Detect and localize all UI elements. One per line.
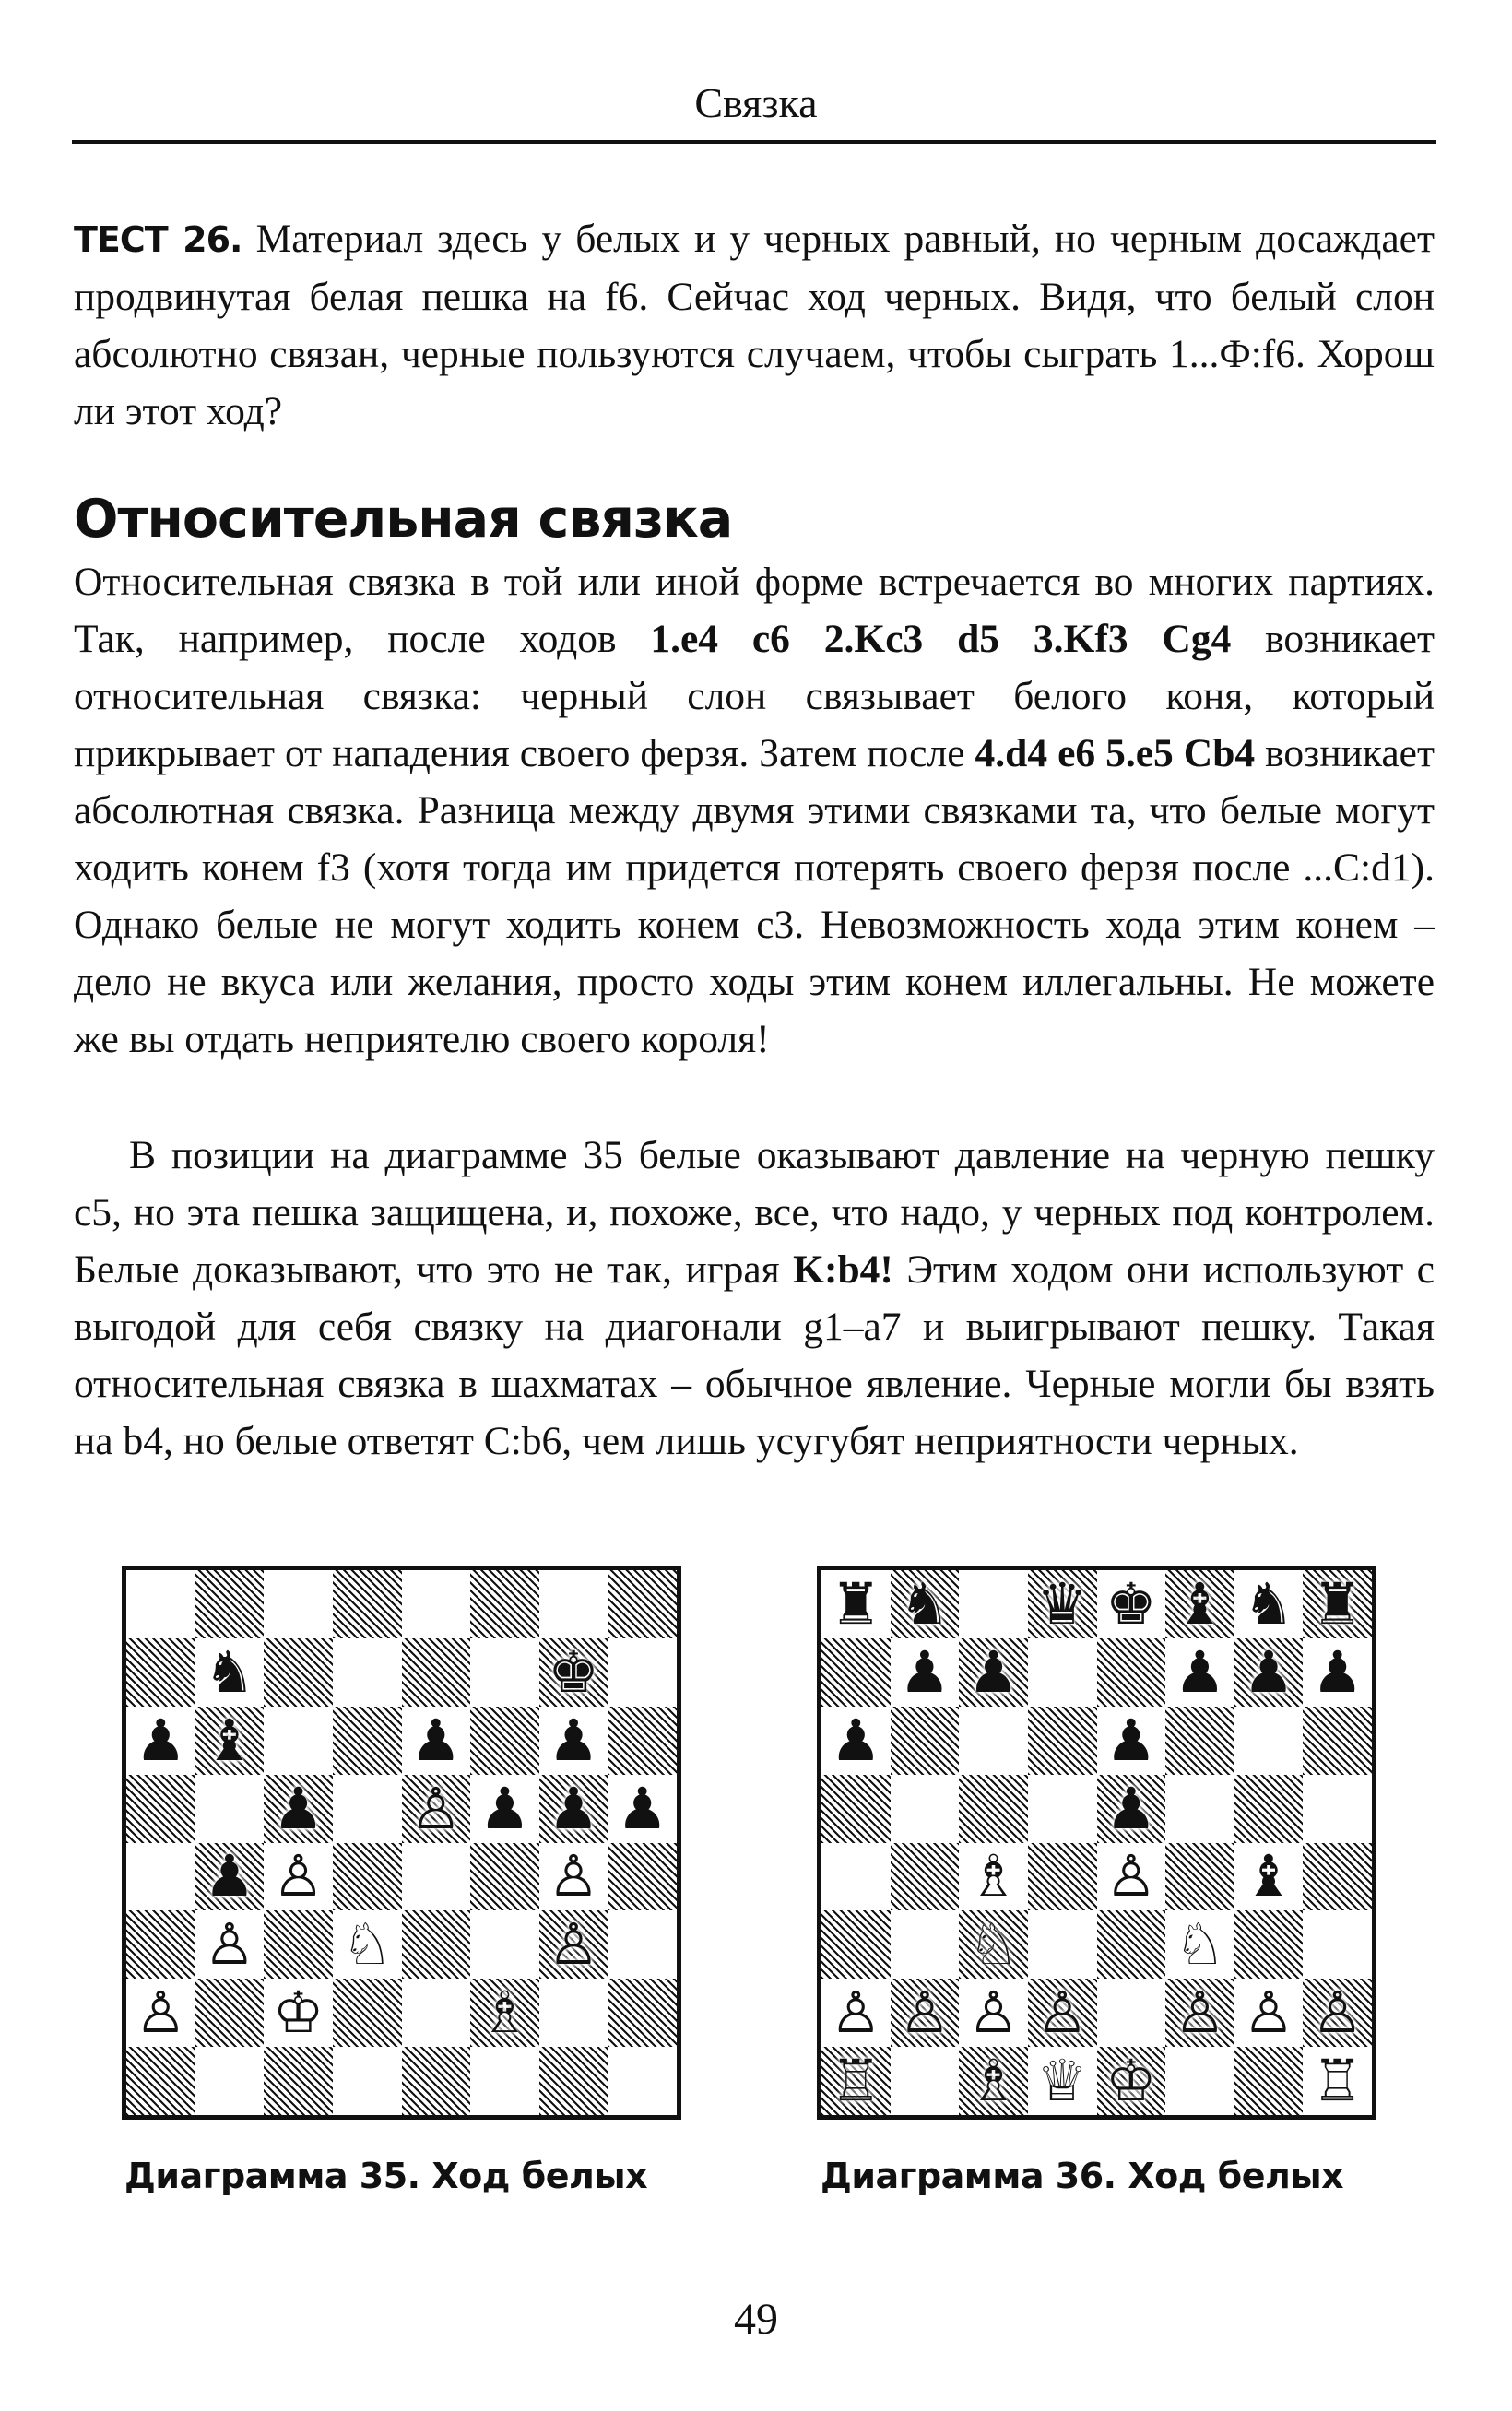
white-knight-icon: ♘ <box>967 1910 1020 1979</box>
black-king-icon: ♚ <box>1105 1569 1157 1637</box>
white-bishop-icon: ♗ <box>967 1842 1020 1910</box>
square-a4 <box>126 1843 195 1911</box>
square-b2 <box>195 1979 265 2047</box>
square-b7 <box>891 1638 960 1707</box>
square-b5 <box>891 1775 960 1843</box>
square-g2 <box>539 1979 608 2047</box>
square-e5 <box>1097 1775 1166 1843</box>
square-d2 <box>1028 1979 1097 2047</box>
black-pawn-icon: ♟ <box>1105 1706 1157 1774</box>
black-pawn-icon: ♟ <box>967 1637 1020 1706</box>
white-king-icon: ♔ <box>272 1979 325 2047</box>
square-c5 <box>264 1775 333 1843</box>
square-g8 <box>539 1570 608 1638</box>
square-d1 <box>333 2047 402 2115</box>
square-b4 <box>195 1843 265 1911</box>
white-knight-icon: ♘ <box>1174 1910 1226 1979</box>
square-e6 <box>1097 1707 1166 1775</box>
square-e3 <box>402 1910 471 1979</box>
white-king-icon: ♔ <box>1105 2047 1157 2115</box>
black-pawn-icon: ♟ <box>204 1842 255 1910</box>
black-rook-icon: ♜ <box>830 1569 882 1637</box>
black-pawn-icon: ♟ <box>548 1774 599 1842</box>
white-pawn-icon: ♙ <box>135 1979 187 2047</box>
square-a5 <box>821 1775 891 1843</box>
square-d5 <box>1028 1775 1097 1843</box>
square-b2 <box>891 1979 960 2047</box>
square-d3 <box>1028 1910 1097 1979</box>
square-d4 <box>333 1843 402 1911</box>
black-pawn-icon: ♟ <box>616 1774 668 1842</box>
white-pawn-icon: ♙ <box>410 1774 462 1842</box>
black-pawn-icon: ♟ <box>272 1774 325 1842</box>
square-c7 <box>959 1638 1028 1707</box>
square-c7 <box>264 1638 333 1707</box>
square-f8 <box>1165 1570 1234 1638</box>
square-h3 <box>608 1910 677 1979</box>
black-pawn-icon: ♟ <box>1311 1637 1364 1706</box>
square-g6 <box>1234 1707 1304 1775</box>
white-bishop-icon: ♗ <box>967 2047 1020 2115</box>
square-c3 <box>264 1910 333 1979</box>
square-g7 <box>539 1638 608 1707</box>
square-a6 <box>126 1707 195 1775</box>
square-h8 <box>608 1570 677 1638</box>
square-d1 <box>1028 2047 1097 2115</box>
white-pawn-icon: ♙ <box>967 1979 1020 2047</box>
white-pawn-icon: ♙ <box>899 1979 951 2047</box>
square-a1 <box>126 2047 195 2115</box>
p2-text-2: Этим ходом они используют с выгодой для себя связку на диагонали g1–a7 и выигрывают пешку. Такая относительная связка в шахматах – обычное явление. Черные могли бы взять на b4, но белые ответят C:b6, чем лишь усугубят неприятности черных. <box>74 1247 1435 1463</box>
running-header: Связка <box>694 79 818 126</box>
black-knight-icon: ♞ <box>204 1637 255 1706</box>
white-knight-icon: ♘ <box>341 1910 393 1979</box>
square-f8 <box>470 1570 539 1638</box>
square-d7 <box>1028 1638 1097 1707</box>
square-h1 <box>1303 2047 1372 2115</box>
square-b6 <box>891 1707 960 1775</box>
square-g8 <box>1234 1570 1304 1638</box>
chess-diagram-35 <box>122 1566 681 2120</box>
square-c1 <box>264 2047 333 2115</box>
square-c5 <box>959 1775 1028 1843</box>
test-text: Материал здесь у белых и у черных равный, но черным досаждает продвинутая белая пешка на f6. Сейчас ход черных. Видя, что белый слон абсолютно связан, черные пользуются случаем, чтобы сыграть 1...Ф:f6. Хорош ли этот ход? <box>74 217 1435 433</box>
page-number: 49 <box>734 2295 778 2344</box>
square-a7 <box>126 1638 195 1707</box>
square-e8 <box>1097 1570 1166 1638</box>
p1-text-1: Относительная связка в той или иной форме встречается во многих партиях. Так, например, после ходов <box>74 560 1435 661</box>
white-rook-icon: ♖ <box>1311 2047 1364 2115</box>
square-b5 <box>195 1775 265 1843</box>
black-pawn-icon: ♟ <box>899 1637 951 1706</box>
p1-text-3: возникает абсолютная связка. Разница между двумя этими связками та, что белые могут ходить конем f3 (хотя тогда им придется потерять своего ферзя после ...C:d1). Однако белые не могут ходить конем c3. Невозможность хода этим конем – дело не вкуса или желания, просто ходы этим конем иллегальны. Не можете же вы отдать неприятелю своего короля! <box>74 731 1435 1061</box>
black-bishop-icon: ♝ <box>1243 1842 1294 1910</box>
square-b8 <box>195 1570 265 1638</box>
square-b3 <box>195 1910 265 1979</box>
test-label: ТЕСТ 26. <box>74 219 242 260</box>
white-bishop-icon: ♗ <box>478 1979 531 2047</box>
square-c8 <box>264 1570 333 1638</box>
square-c3 <box>959 1910 1028 1979</box>
black-pawn-icon: ♟ <box>1174 1637 1226 1706</box>
diagram-36-caption: Диаграмма 36. Ход белых <box>821 2156 1344 2196</box>
square-d5 <box>333 1775 402 1843</box>
square-e6 <box>402 1707 471 1775</box>
square-g4 <box>1234 1843 1304 1911</box>
square-a7 <box>821 1638 891 1707</box>
square-e2 <box>1097 1979 1166 2047</box>
black-pawn-icon: ♟ <box>830 1706 882 1774</box>
square-g5 <box>539 1775 608 1843</box>
square-h3 <box>1303 1910 1372 1979</box>
square-g5 <box>1234 1775 1304 1843</box>
square-b6 <box>195 1707 265 1775</box>
white-pawn-icon: ♙ <box>548 1910 599 1979</box>
black-knight-icon: ♞ <box>899 1569 951 1637</box>
square-a3 <box>126 1910 195 1979</box>
black-pawn-icon: ♟ <box>410 1706 462 1774</box>
square-f7 <box>1165 1638 1234 1707</box>
black-pawn-icon: ♟ <box>1105 1774 1157 1842</box>
square-f3 <box>470 1910 539 1979</box>
square-g2 <box>1234 1979 1304 2047</box>
black-pawn-icon: ♟ <box>135 1706 187 1774</box>
square-g6 <box>539 1707 608 1775</box>
square-d6 <box>1028 1707 1097 1775</box>
square-f6 <box>470 1707 539 1775</box>
square-e8 <box>402 1570 471 1638</box>
square-e4 <box>402 1843 471 1911</box>
white-rook-icon: ♖ <box>830 2047 882 2115</box>
square-d3 <box>333 1910 402 1979</box>
square-e2 <box>402 1979 471 2047</box>
square-f4 <box>470 1843 539 1911</box>
square-a2 <box>126 1979 195 2047</box>
paragraph-diagram-35 <box>74 1127 1435 1470</box>
square-h5 <box>1303 1775 1372 1843</box>
square-f5 <box>1165 1775 1234 1843</box>
square-h6 <box>608 1707 677 1775</box>
p1-text-2: возникает относительная связка: черный слон связывает белого коня, который прикрывает от нападения своего ферзя. Затем после <box>74 617 1435 775</box>
square-b1 <box>891 2047 960 2115</box>
black-king-icon: ♚ <box>548 1637 599 1706</box>
square-c4 <box>264 1843 333 1911</box>
black-knight-icon: ♞ <box>1243 1569 1294 1637</box>
square-d2 <box>333 1979 402 2047</box>
square-g3 <box>539 1910 608 1979</box>
white-pawn-icon: ♙ <box>1311 1979 1364 2047</box>
square-f3 <box>1165 1910 1234 1979</box>
square-a4 <box>821 1843 891 1911</box>
black-queen-icon: ♛ <box>1036 1569 1088 1637</box>
black-pawn-icon: ♟ <box>478 1774 531 1842</box>
square-h7 <box>608 1638 677 1707</box>
square-g1 <box>539 2047 608 2115</box>
p2-text-1: В позиции на диаграмме 35 белые оказывают давление на черную пешку c5, но эта пешка защищена, и, похоже, все, что надо, у черных под контролем. Белые доказывают, что это не так, играя <box>74 1133 1435 1292</box>
square-c8 <box>959 1570 1028 1638</box>
square-f4 <box>1165 1843 1234 1911</box>
white-pawn-icon: ♙ <box>1174 1979 1226 2047</box>
square-b4 <box>891 1843 960 1911</box>
square-h5 <box>608 1775 677 1843</box>
square-h4 <box>608 1843 677 1911</box>
white-pawn-icon: ♙ <box>204 1910 255 1979</box>
p1-moves-2: 4.d4 e6 5.e5 Cb4 <box>975 731 1256 775</box>
square-e7 <box>1097 1638 1166 1707</box>
square-b7 <box>195 1638 265 1707</box>
square-d7 <box>333 1638 402 1707</box>
square-h2 <box>1303 1979 1372 2047</box>
square-f2 <box>1165 1979 1234 2047</box>
square-g4 <box>539 1843 608 1911</box>
paragraph-relative-pin <box>74 553 1435 1068</box>
p1-moves-1: 1.e4 c6 2.Kc3 d5 3.Kf3 Cg4 <box>650 617 1232 661</box>
square-a5 <box>126 1775 195 1843</box>
chess-diagram-36 <box>817 1566 1376 2120</box>
square-h8 <box>1303 1570 1372 1638</box>
square-f5 <box>470 1775 539 1843</box>
square-g3 <box>1234 1910 1304 1979</box>
p2-move: K:b4! <box>793 1247 893 1292</box>
square-a3 <box>821 1910 891 1979</box>
white-pawn-icon: ♙ <box>1243 1979 1294 2047</box>
white-pawn-icon: ♙ <box>548 1842 599 1910</box>
square-c6 <box>959 1707 1028 1775</box>
square-c2 <box>264 1979 333 2047</box>
header-rule <box>72 140 1436 144</box>
white-pawn-icon: ♙ <box>1105 1842 1157 1910</box>
square-d8 <box>333 1570 402 1638</box>
black-bishop-icon: ♝ <box>204 1706 255 1774</box>
square-f1 <box>1165 2047 1234 2115</box>
square-h2 <box>608 1979 677 2047</box>
square-h6 <box>1303 1707 1372 1775</box>
square-h7 <box>1303 1638 1372 1707</box>
square-b1 <box>195 2047 265 2115</box>
square-c6 <box>264 1707 333 1775</box>
square-f1 <box>470 2047 539 2115</box>
white-pawn-icon: ♙ <box>830 1979 882 2047</box>
square-a8 <box>126 1570 195 1638</box>
square-c2 <box>959 1979 1028 2047</box>
white-pawn-icon: ♙ <box>272 1842 325 1910</box>
diagram-35-caption: Диаграмма 35. Ход белых <box>124 2156 648 2196</box>
white-pawn-icon: ♙ <box>1036 1979 1088 2047</box>
square-g7 <box>1234 1638 1304 1707</box>
square-b3 <box>891 1910 960 1979</box>
square-d6 <box>333 1707 402 1775</box>
square-e7 <box>402 1638 471 1707</box>
square-a1 <box>821 2047 891 2115</box>
square-c1 <box>959 2047 1028 2115</box>
square-e4 <box>1097 1843 1166 1911</box>
square-d4 <box>1028 1843 1097 1911</box>
square-f2 <box>470 1979 539 2047</box>
square-h4 <box>1303 1843 1372 1911</box>
square-g1 <box>1234 2047 1304 2115</box>
square-e1 <box>402 2047 471 2115</box>
square-e5 <box>402 1775 471 1843</box>
square-e1 <box>1097 2047 1166 2115</box>
square-c4 <box>959 1843 1028 1911</box>
section-title: Относительная связка <box>74 489 733 550</box>
square-a6 <box>821 1707 891 1775</box>
white-queen-icon: ♕ <box>1036 2047 1088 2115</box>
black-pawn-icon: ♟ <box>548 1706 599 1774</box>
square-f7 <box>470 1638 539 1707</box>
black-rook-icon: ♜ <box>1311 1569 1364 1637</box>
square-d8 <box>1028 1570 1097 1638</box>
square-a2 <box>821 1979 891 2047</box>
square-f6 <box>1165 1707 1234 1775</box>
test-paragraph <box>74 210 1435 440</box>
black-pawn-icon: ♟ <box>1243 1637 1294 1706</box>
square-a8 <box>821 1570 891 1638</box>
black-bishop-icon: ♝ <box>1174 1569 1226 1637</box>
square-b8 <box>891 1570 960 1638</box>
square-e3 <box>1097 1910 1166 1979</box>
square-h1 <box>608 2047 677 2115</box>
